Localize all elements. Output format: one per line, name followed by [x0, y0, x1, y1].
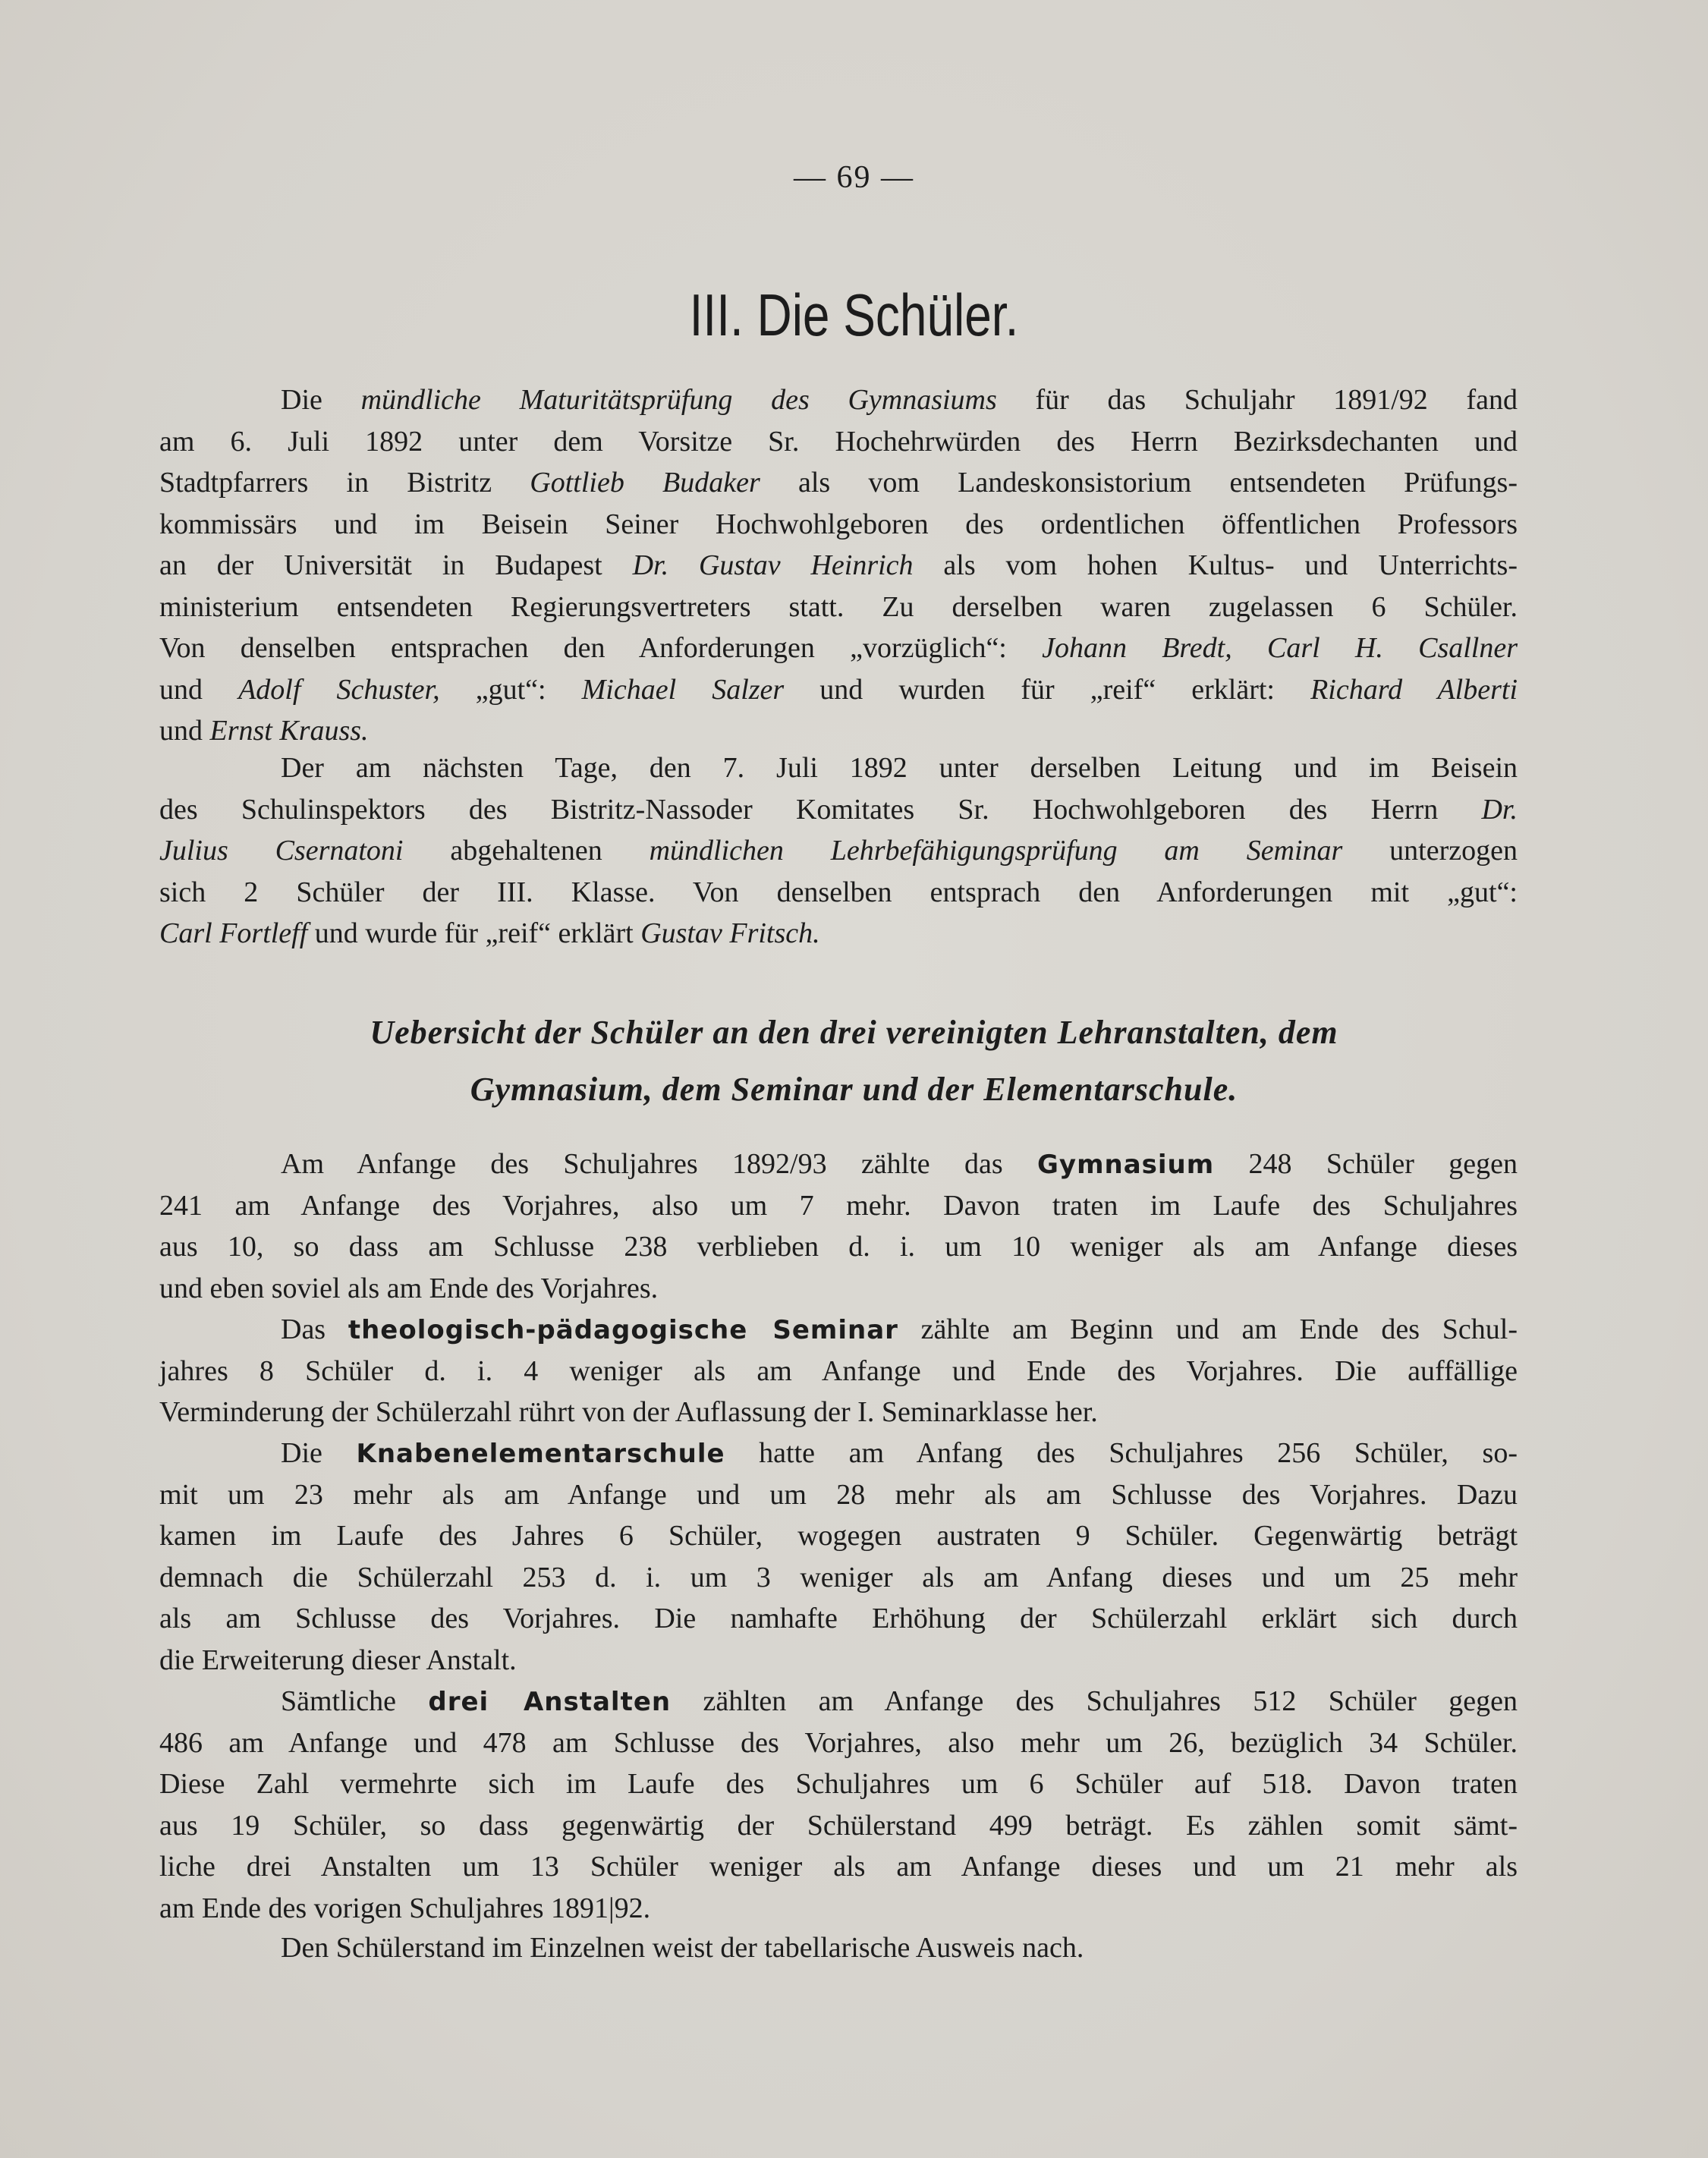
- text-line: [159, 1598, 1518, 1640]
- chapter-title: III. Die Schüler.: [689, 282, 1019, 348]
- text-line: [159, 1722, 1518, 1764]
- text-run: zählten am Anfange des Schuljahres 512 Schüler gegen: [671, 1685, 1518, 1717]
- text-run: Gymnasium: [1037, 1150, 1215, 1180]
- text-line: [159, 1392, 1518, 1433]
- text-run: und: [159, 673, 239, 706]
- text-line: [159, 504, 1518, 546]
- text-run: an der Universität in Budapest: [159, 549, 633, 581]
- text-line: [159, 1268, 1518, 1310]
- text-run: „gut“:: [439, 673, 582, 706]
- text-run: als am Schlusse des Vorjahres. Die namhafte Erhöhung der Schülerzahl erklärt sich durch: [159, 1603, 1518, 1634]
- text-run: und wurde für „reif“ erklärt: [307, 917, 641, 949]
- text-run: Am Anfange des Schuljahres 1892/93 zählte das: [281, 1148, 1037, 1180]
- text-run: Johann Bredt, Carl H. Csallner: [1042, 632, 1518, 664]
- text-run: hatte am Anfang des Schuljahres 256 Schüler, so-: [725, 1437, 1518, 1469]
- text-run: Die: [281, 384, 361, 416]
- text-run: sich 2 Schüler der III. Klasse. Von denselben entsprach den Anforderungen mit „gut“:: [159, 876, 1518, 908]
- text-line: [159, 710, 1518, 752]
- text-run: Michael Salzer: [581, 673, 785, 706]
- text-run: Von denselben entsprachen den Anforderungen „vorzüglich“:: [159, 632, 1043, 664]
- paragraph-closing: [159, 1927, 1518, 1969]
- text-run: Dr.: [1481, 793, 1518, 826]
- text-run: 248 Schüler gegen: [1214, 1148, 1518, 1180]
- text-line: [159, 1640, 1518, 1681]
- text-line: [159, 1515, 1518, 1557]
- section-heading-line1: Uebersicht der Schüler an den drei vereinigten Lehranstalten, dem: [370, 1014, 1338, 1051]
- section-heading-line2: Gymnasium, dem Seminar und der Elementarschule.: [470, 1071, 1238, 1108]
- text-line: [159, 1433, 1518, 1474]
- text-run: mündliche Maturitätsprüfung des Gymnasiums: [360, 384, 997, 416]
- text-line: [159, 789, 1518, 831]
- text-run: für das Schuljahr 1891/92 fand: [996, 384, 1518, 416]
- paragraph-seminar: [159, 1309, 1518, 1433]
- text-run: Verminderung der Schülerzahl rührt von der Auflassung der I. Seminarklasse her.: [159, 1396, 1098, 1428]
- text-run: Den Schülerstand im Einzelnen weist der tabellarische Ausweis nach.: [281, 1932, 1084, 1964]
- text-line: [159, 1927, 1518, 1969]
- text-run: jahres 8 Schüler d. i. 4 weniger als am Anfange und Ende des Vorjahres. Die auffällige: [159, 1354, 1518, 1387]
- text-run: und wurden für „reif“ erklärt:: [784, 673, 1311, 706]
- text-run: Dr. Gustav Heinrich: [632, 549, 914, 581]
- text-run: unterzogen: [1342, 835, 1518, 867]
- text-run: 486 am Anfange und 478 am Schlusse des Vorjahres, also mehr um 26, bezüglich 34 Schüler.: [159, 1726, 1518, 1759]
- text-run: Gottlieb Budaker: [530, 467, 760, 499]
- text-line: [159, 1888, 1518, 1930]
- text-run: mündlichen Lehrbefähigungsprüfung am Seminar: [649, 835, 1343, 867]
- text-line: [159, 1226, 1518, 1268]
- text-line: [159, 913, 1518, 955]
- text-run: Der am nächsten Tage, den 7. Juli 1892 unter derselben Leitung und im Beisein: [281, 752, 1518, 784]
- text-line: [159, 872, 1518, 914]
- text-run: Stadtpfarrers in Bistritz: [159, 467, 530, 499]
- text-run: abgehaltenen: [403, 835, 650, 867]
- text-line: [159, 1143, 1518, 1185]
- paragraph-maturity-exam: [159, 379, 1518, 752]
- paragraph-gymnasium: [159, 1143, 1518, 1309]
- text-run: die Erweiterung dieser Anstalt.: [159, 1644, 517, 1676]
- text-run: ministerium entsendeten Regierungsvertreters statt. Zu derselben waren zugelassen 6 Schüler.: [159, 590, 1518, 623]
- text-run: kamen im Laufe des Jahres 6 Schüler, wogegen austraten 9 Schüler. Gegenwärtig beträgt: [159, 1520, 1518, 1552]
- text-run: Sämtliche: [281, 1685, 429, 1717]
- text-run: aus 19 Schüler, so dass gegenwärtig der Schülerstand 499 beträgt. Es zählen somit sämt-: [159, 1809, 1518, 1842]
- text-line: [159, 587, 1518, 628]
- text-line: [159, 1681, 1518, 1722]
- text-line: [159, 1474, 1518, 1516]
- paragraph-seminar-exam: [159, 747, 1518, 955]
- text-line: [159, 669, 1518, 711]
- text-run: Julius Csernatoni: [159, 835, 404, 867]
- text-run: zählte am Beginn und am Ende des Schul-: [898, 1313, 1518, 1345]
- text-run: Gustav Fritsch.: [640, 917, 820, 949]
- text-run: als vom hohen Kultus- und Unterrichts-: [913, 549, 1518, 581]
- text-run: Carl Fortleff: [159, 917, 308, 949]
- text-run: und: [159, 715, 210, 747]
- text-line: [159, 1846, 1518, 1888]
- text-line: [159, 1309, 1518, 1351]
- text-run: drei Anstalten: [428, 1687, 672, 1717]
- paragraph-all-institutions: [159, 1681, 1518, 1929]
- text-run: kommissärs und im Beisein Seiner Hochwohlgeboren des ordentlichen öffentlichen Professors: [159, 508, 1518, 540]
- text-run: Ernst Krauss.: [209, 715, 369, 747]
- text-run: am Ende des vorigen Schuljahres 1891|92.: [159, 1892, 651, 1924]
- text-line: [159, 830, 1518, 872]
- text-run: und eben soviel als am Ende des Vorjahres.: [159, 1272, 659, 1304]
- text-run: 241 am Anfange des Vorjahres, also um 7 mehr. Davon traten im Laufe des Schuljahres: [159, 1189, 1518, 1222]
- text-line: [159, 379, 1518, 421]
- text-line: [159, 628, 1518, 669]
- text-run: am 6. Juli 1892 unter dem Vorsitze Sr. Hochehrwürden des Herrn Bezirksdechanten und: [159, 425, 1518, 458]
- page-number: — 69 —: [794, 160, 914, 195]
- text-line: [159, 747, 1518, 789]
- text-line: [159, 545, 1518, 587]
- text-run: aus 10, so dass am Schlusse 238 verblieben d. i. um 10 weniger als am Anfange dieses: [159, 1231, 1518, 1263]
- text-line: [159, 462, 1518, 504]
- text-run: Die: [281, 1437, 357, 1469]
- text-run: Richard Alberti: [1310, 673, 1518, 706]
- text-run: Diese Zahl vermehrte sich im Laufe des Schuljahres um 6 Schüler auf 518. Davon traten: [159, 1768, 1518, 1800]
- text-run: als vom Landeskonsistorium entsendeten Prüfungs-: [760, 467, 1518, 499]
- text-run: liche drei Anstalten um 13 Schüler weniger als am Anfange dieses und um 21 mehr als: [159, 1851, 1518, 1883]
- text-run: Knabenelementarschule: [356, 1439, 725, 1469]
- text-run: Adolf Schuster,: [238, 673, 440, 706]
- text-run: mit um 23 mehr als am Anfange und um 28 mehr als am Schlusse des Vorjahres. Dazu: [159, 1478, 1518, 1511]
- text-line: [159, 1557, 1518, 1599]
- text-run: Das: [281, 1313, 348, 1345]
- text-run: demnach die Schülerzahl 253 d. i. um 3 weniger als am Anfang dieses und um 25 mehr: [159, 1561, 1518, 1593]
- text-line: [159, 1805, 1518, 1847]
- text-line: [159, 1351, 1518, 1392]
- paragraph-elementary-school: [159, 1433, 1518, 1681]
- text-line: [159, 421, 1518, 463]
- text-run: theologisch-pädagogische Seminar: [348, 1315, 898, 1345]
- text-line: [159, 1185, 1518, 1227]
- text-run: des Schulinspektors des Bistritz-Nassoder Komitates Sr. Hochwohlgeboren des Herrn: [159, 793, 1482, 826]
- text-line: [159, 1763, 1518, 1805]
